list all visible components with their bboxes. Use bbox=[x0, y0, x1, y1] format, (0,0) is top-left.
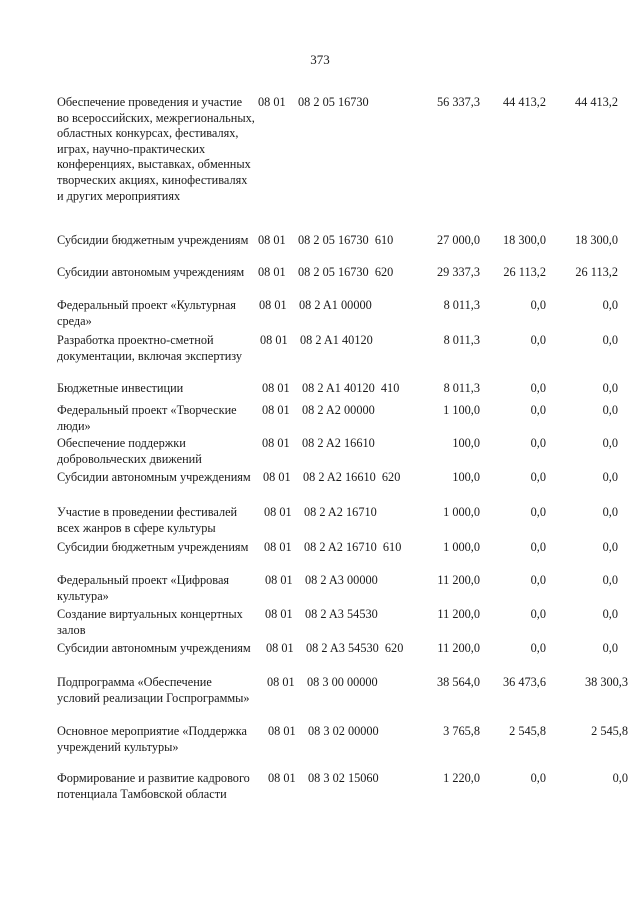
row-value-3: 38 300,3 bbox=[584, 675, 628, 689]
row-description: Субсидии бюджетным учреждениям bbox=[57, 540, 249, 554]
row-value-2: 0,0 bbox=[530, 298, 546, 312]
row-target-code: 08 2 A2 16710 bbox=[304, 505, 377, 519]
row-value-3: 26 113,2 bbox=[575, 265, 618, 279]
row-value-2: 0,0 bbox=[530, 771, 546, 785]
row-value-2: 0,0 bbox=[530, 573, 546, 587]
row-value-2: 0,0 bbox=[530, 333, 546, 347]
row-value-3: 0,0 bbox=[602, 540, 618, 554]
row-section-code: 08 01 bbox=[265, 607, 293, 621]
row-target-code: 08 2 A2 16610 620 bbox=[303, 470, 401, 484]
row-description: Субсидии автономным учреждениям bbox=[57, 641, 251, 655]
row-target-code: 08 3 00 00000 bbox=[307, 675, 378, 689]
row-value-3: 2 545,8 bbox=[591, 724, 628, 738]
row-value-2: 26 113,2 bbox=[503, 265, 546, 279]
row-section-code: 08 01 bbox=[268, 771, 296, 785]
row-value-1: 1 000,0 bbox=[443, 540, 480, 554]
row-description: Бюджетные инвестиции bbox=[57, 381, 184, 395]
row-section-code: 08 01 bbox=[266, 641, 294, 655]
row-target-code: 08 2 A3 00000 bbox=[305, 573, 378, 587]
row-value-1: 11 200,0 bbox=[437, 573, 480, 587]
row-value-1: 1 000,0 bbox=[443, 505, 480, 519]
row-target-code: 08 3 02 00000 bbox=[308, 724, 379, 738]
row-value-1: 8 011,3 bbox=[443, 381, 480, 395]
row-description: Субсидии автономым учреждениям bbox=[57, 265, 245, 279]
row-value-1: 27 000,0 bbox=[436, 233, 480, 247]
row-description: Основное мероприятие «Поддержка учреждений культуры» bbox=[57, 724, 247, 754]
row-value-3: 0,0 bbox=[602, 381, 618, 395]
row-target-code: 08 2 A3 54530 bbox=[305, 607, 378, 621]
row-section-code: 08 01 bbox=[258, 233, 286, 247]
row-value-2: 0,0 bbox=[530, 403, 546, 417]
row-value-1: 38 564,0 bbox=[436, 675, 480, 689]
row-description: Подпрограмма «Обеспечение условий реализации Госпрограммы» bbox=[57, 675, 250, 705]
row-description: Разработка проектно-сметной документации, включая экспертизу bbox=[57, 333, 243, 363]
row-description: Субсидии автономным учреждениям bbox=[57, 470, 251, 484]
row-value-3: 44 413,2 bbox=[574, 95, 618, 109]
row-value-1: 100,0 bbox=[452, 436, 480, 450]
row-target-code: 08 2 05 16730 610 bbox=[298, 233, 394, 247]
row-section-code: 08 01 bbox=[258, 95, 286, 109]
row-description: Федеральный проект «Цифровая культура» bbox=[57, 573, 230, 603]
row-value-3: 0,0 bbox=[602, 470, 618, 484]
row-target-code: 08 2 A2 16710 610 bbox=[304, 540, 402, 554]
row-value-2: 2 545,8 bbox=[509, 724, 546, 738]
row-target-code: 08 2 A1 00000 bbox=[299, 298, 372, 312]
row-target-code: 08 2 A3 54530 620 bbox=[306, 641, 404, 655]
row-value-3: 0,0 bbox=[602, 333, 618, 347]
row-description: Создание виртуальных концертных залов bbox=[57, 607, 243, 637]
row-value-1: 56 337,3 bbox=[436, 95, 480, 109]
row-value-2: 0,0 bbox=[530, 641, 546, 655]
row-value-1: 100,0 bbox=[452, 470, 480, 484]
row-target-code: 08 2 05 16730 620 bbox=[298, 265, 394, 279]
row-section-code: 08 01 bbox=[265, 573, 293, 587]
row-value-2: 36 473,6 bbox=[502, 675, 546, 689]
row-section-code: 08 01 bbox=[267, 675, 295, 689]
row-section-code: 08 01 bbox=[264, 505, 292, 519]
row-value-2: 0,0 bbox=[530, 436, 546, 450]
row-value-1: 8 011,3 bbox=[443, 333, 480, 347]
row-section-code: 08 01 bbox=[263, 470, 291, 484]
row-value-2: 0,0 bbox=[530, 470, 546, 484]
row-value-3: 0,0 bbox=[602, 436, 618, 450]
row-target-code: 08 2 A2 16610 bbox=[302, 436, 375, 450]
row-target-code: 08 2 A1 40120 410 bbox=[302, 381, 400, 395]
row-section-code: 08 01 bbox=[262, 381, 290, 395]
row-description: Обеспечение проведения и участие во всероссийских, межрегиональных, областных конкурсах, фестивалях, играх, научно-практических конференциях, выставках, обменных творческих акциях, кинофестивалях и других мероприятиях bbox=[57, 95, 255, 203]
row-description: Федеральный проект «Творческие люди» bbox=[57, 403, 237, 433]
row-description: Участие в проведении фестивалей всех жанров в сфере культуры bbox=[57, 505, 238, 535]
row-target-code: 08 2 A1 40120 bbox=[300, 333, 373, 347]
row-section-code: 08 01 bbox=[258, 265, 286, 279]
row-value-1: 29 337,3 bbox=[436, 265, 480, 279]
row-description: Субсидии бюджетным учреждениям bbox=[57, 233, 249, 247]
row-description: Формирование и развитие кадрового потенциала Тамбовской области bbox=[57, 771, 250, 801]
row-target-code: 08 2 A2 00000 bbox=[302, 403, 375, 417]
row-value-3: 0,0 bbox=[612, 771, 628, 785]
row-target-code: 08 3 02 15060 bbox=[308, 771, 379, 785]
row-value-1: 1 100,0 bbox=[443, 403, 480, 417]
row-value-1: 11 200,0 bbox=[437, 641, 480, 655]
row-value-1: 8 011,3 bbox=[443, 298, 480, 312]
row-value-3: 0,0 bbox=[602, 505, 618, 519]
row-value-3: 0,0 bbox=[602, 607, 618, 621]
row-value-1: 1 220,0 bbox=[443, 771, 480, 785]
row-target-code: 08 2 05 16730 bbox=[298, 95, 369, 109]
row-value-2: 18 300,0 bbox=[502, 233, 546, 247]
row-value-3: 18 300,0 bbox=[574, 233, 618, 247]
row-description: Обеспечение поддержки добровольческих движений bbox=[57, 436, 202, 466]
row-value-1: 11 200,0 bbox=[437, 607, 480, 621]
row-value-2: 0,0 bbox=[530, 607, 546, 621]
row-value-2: 44 413,2 bbox=[502, 95, 546, 109]
row-value-3: 0,0 bbox=[602, 403, 618, 417]
row-section-code: 08 01 bbox=[268, 724, 296, 738]
row-section-code: 08 01 bbox=[259, 298, 287, 312]
row-section-code: 08 01 bbox=[262, 403, 290, 417]
row-value-3: 0,0 bbox=[602, 641, 618, 655]
row-section-code: 08 01 bbox=[264, 540, 292, 554]
row-value-2: 0,0 bbox=[530, 505, 546, 519]
row-value-1: 3 765,8 bbox=[443, 724, 480, 738]
row-value-3: 0,0 bbox=[602, 573, 618, 587]
row-section-code: 08 01 bbox=[260, 333, 288, 347]
row-description: Федеральный проект «Культурная среда» bbox=[57, 298, 236, 328]
row-value-2: 0,0 bbox=[530, 540, 546, 554]
page-number: 373 bbox=[310, 52, 330, 67]
row-value-3: 0,0 bbox=[602, 298, 618, 312]
row-section-code: 08 01 bbox=[262, 436, 290, 450]
row-value-2: 0,0 bbox=[530, 381, 546, 395]
